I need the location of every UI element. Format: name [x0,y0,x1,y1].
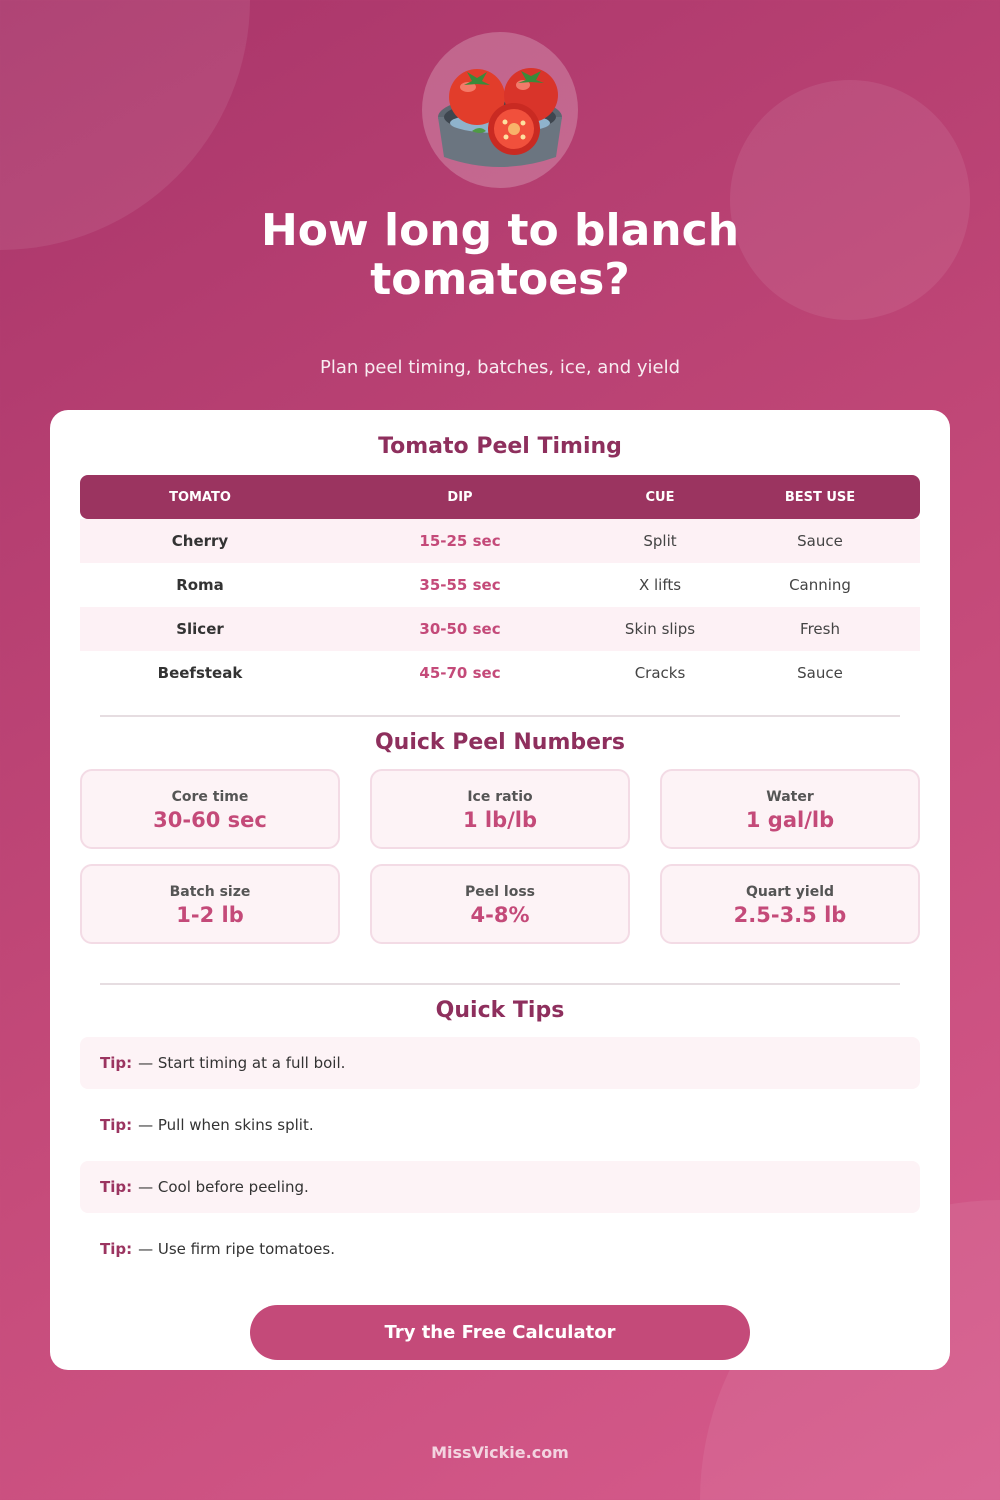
table-header [80,475,920,519]
stat-card [370,769,630,849]
tip-label: Tip: [100,1054,133,1072]
dip-cell: 45-70 sec [419,664,501,682]
tip-label: Tip: [100,1116,133,1134]
stat-card [370,864,630,944]
tomato-cell: Cherry [171,532,229,550]
try-calculator-button[interactable]: Try the Free Calculator [250,1305,750,1360]
column-header-dip: DIP [447,489,473,505]
stat-card [80,769,340,849]
best-use-cell: Sauce [797,532,843,550]
stat-value: 2.5-3.5 lb [733,903,847,927]
stat-card [660,769,920,849]
table-row [80,651,920,695]
table-row [80,519,920,563]
stat-label: Peel loss [464,884,535,900]
best-use-cell: Sauce [797,664,843,682]
stat-label: Quart yield [745,884,835,900]
stat-value: 4-8% [470,903,530,927]
section-divider [100,715,900,717]
tip-item [80,1223,920,1275]
timing-table [80,475,920,695]
tomatoes-in-pot-icon [422,32,578,188]
column-header-best-use: BEST USE [784,489,856,505]
cue-cell: Cracks [634,664,686,682]
stat-label: Batch size [169,884,251,900]
tip-item [80,1161,920,1213]
stat-label: Water [766,789,814,805]
stat-value: 1 gal/lb [745,808,835,832]
footer-brand[interactable]: MissVickie.com [431,1443,569,1462]
cue-cell: X lifts [638,576,682,594]
dip-cell: 30-50 sec [419,620,501,638]
info-card [50,410,950,1370]
stat-value: 1 lb/lb [462,808,538,832]
tip-item [80,1037,920,1089]
page-subtitle: Plan peel timing, batches, ice, and yield [319,357,681,378]
tip-item [80,1099,920,1151]
table-row [80,563,920,607]
section-divider [100,983,900,985]
table-row [80,607,920,651]
tips-section-title: Quick Tips [435,998,565,1023]
tomato-cell: Roma [176,576,224,594]
tip-label: Tip: [100,1240,133,1258]
stat-value: 1-2 lb [176,903,244,927]
stat-label: Core time [171,789,249,805]
best-use-cell: Canning [789,576,851,594]
page-title: How long to blanch tomatoes? [260,205,740,305]
stat-card [660,864,920,944]
tomato-cell: Slicer [176,620,224,638]
tomato-cell: Beefsteak [157,664,243,682]
tip-label: Tip: [100,1178,133,1196]
stat-card [80,864,340,944]
cue-cell: Skin slips [624,620,696,638]
numbers-section-title: Quick Peel Numbers [374,730,625,755]
timing-section-title: Tomato Peel Timing [378,434,622,459]
best-use-cell: Fresh [800,620,840,638]
dip-cell: 35-55 sec [419,576,501,594]
tip-text: — Start timing at a full boil. [138,1054,346,1072]
stat-value: 30-60 sec [153,808,267,832]
column-header-tomato: TOMATO [169,489,231,505]
tip-text: — Use firm ripe tomatoes. [138,1240,335,1258]
stat-label: Ice ratio [467,789,533,805]
dip-cell: 15-25 sec [419,532,501,550]
tip-text: — Pull when skins split. [138,1116,314,1134]
column-header-cue: CUE [645,489,675,505]
cue-cell: Split [643,532,677,550]
tip-text: — Cool before peeling. [138,1178,309,1196]
